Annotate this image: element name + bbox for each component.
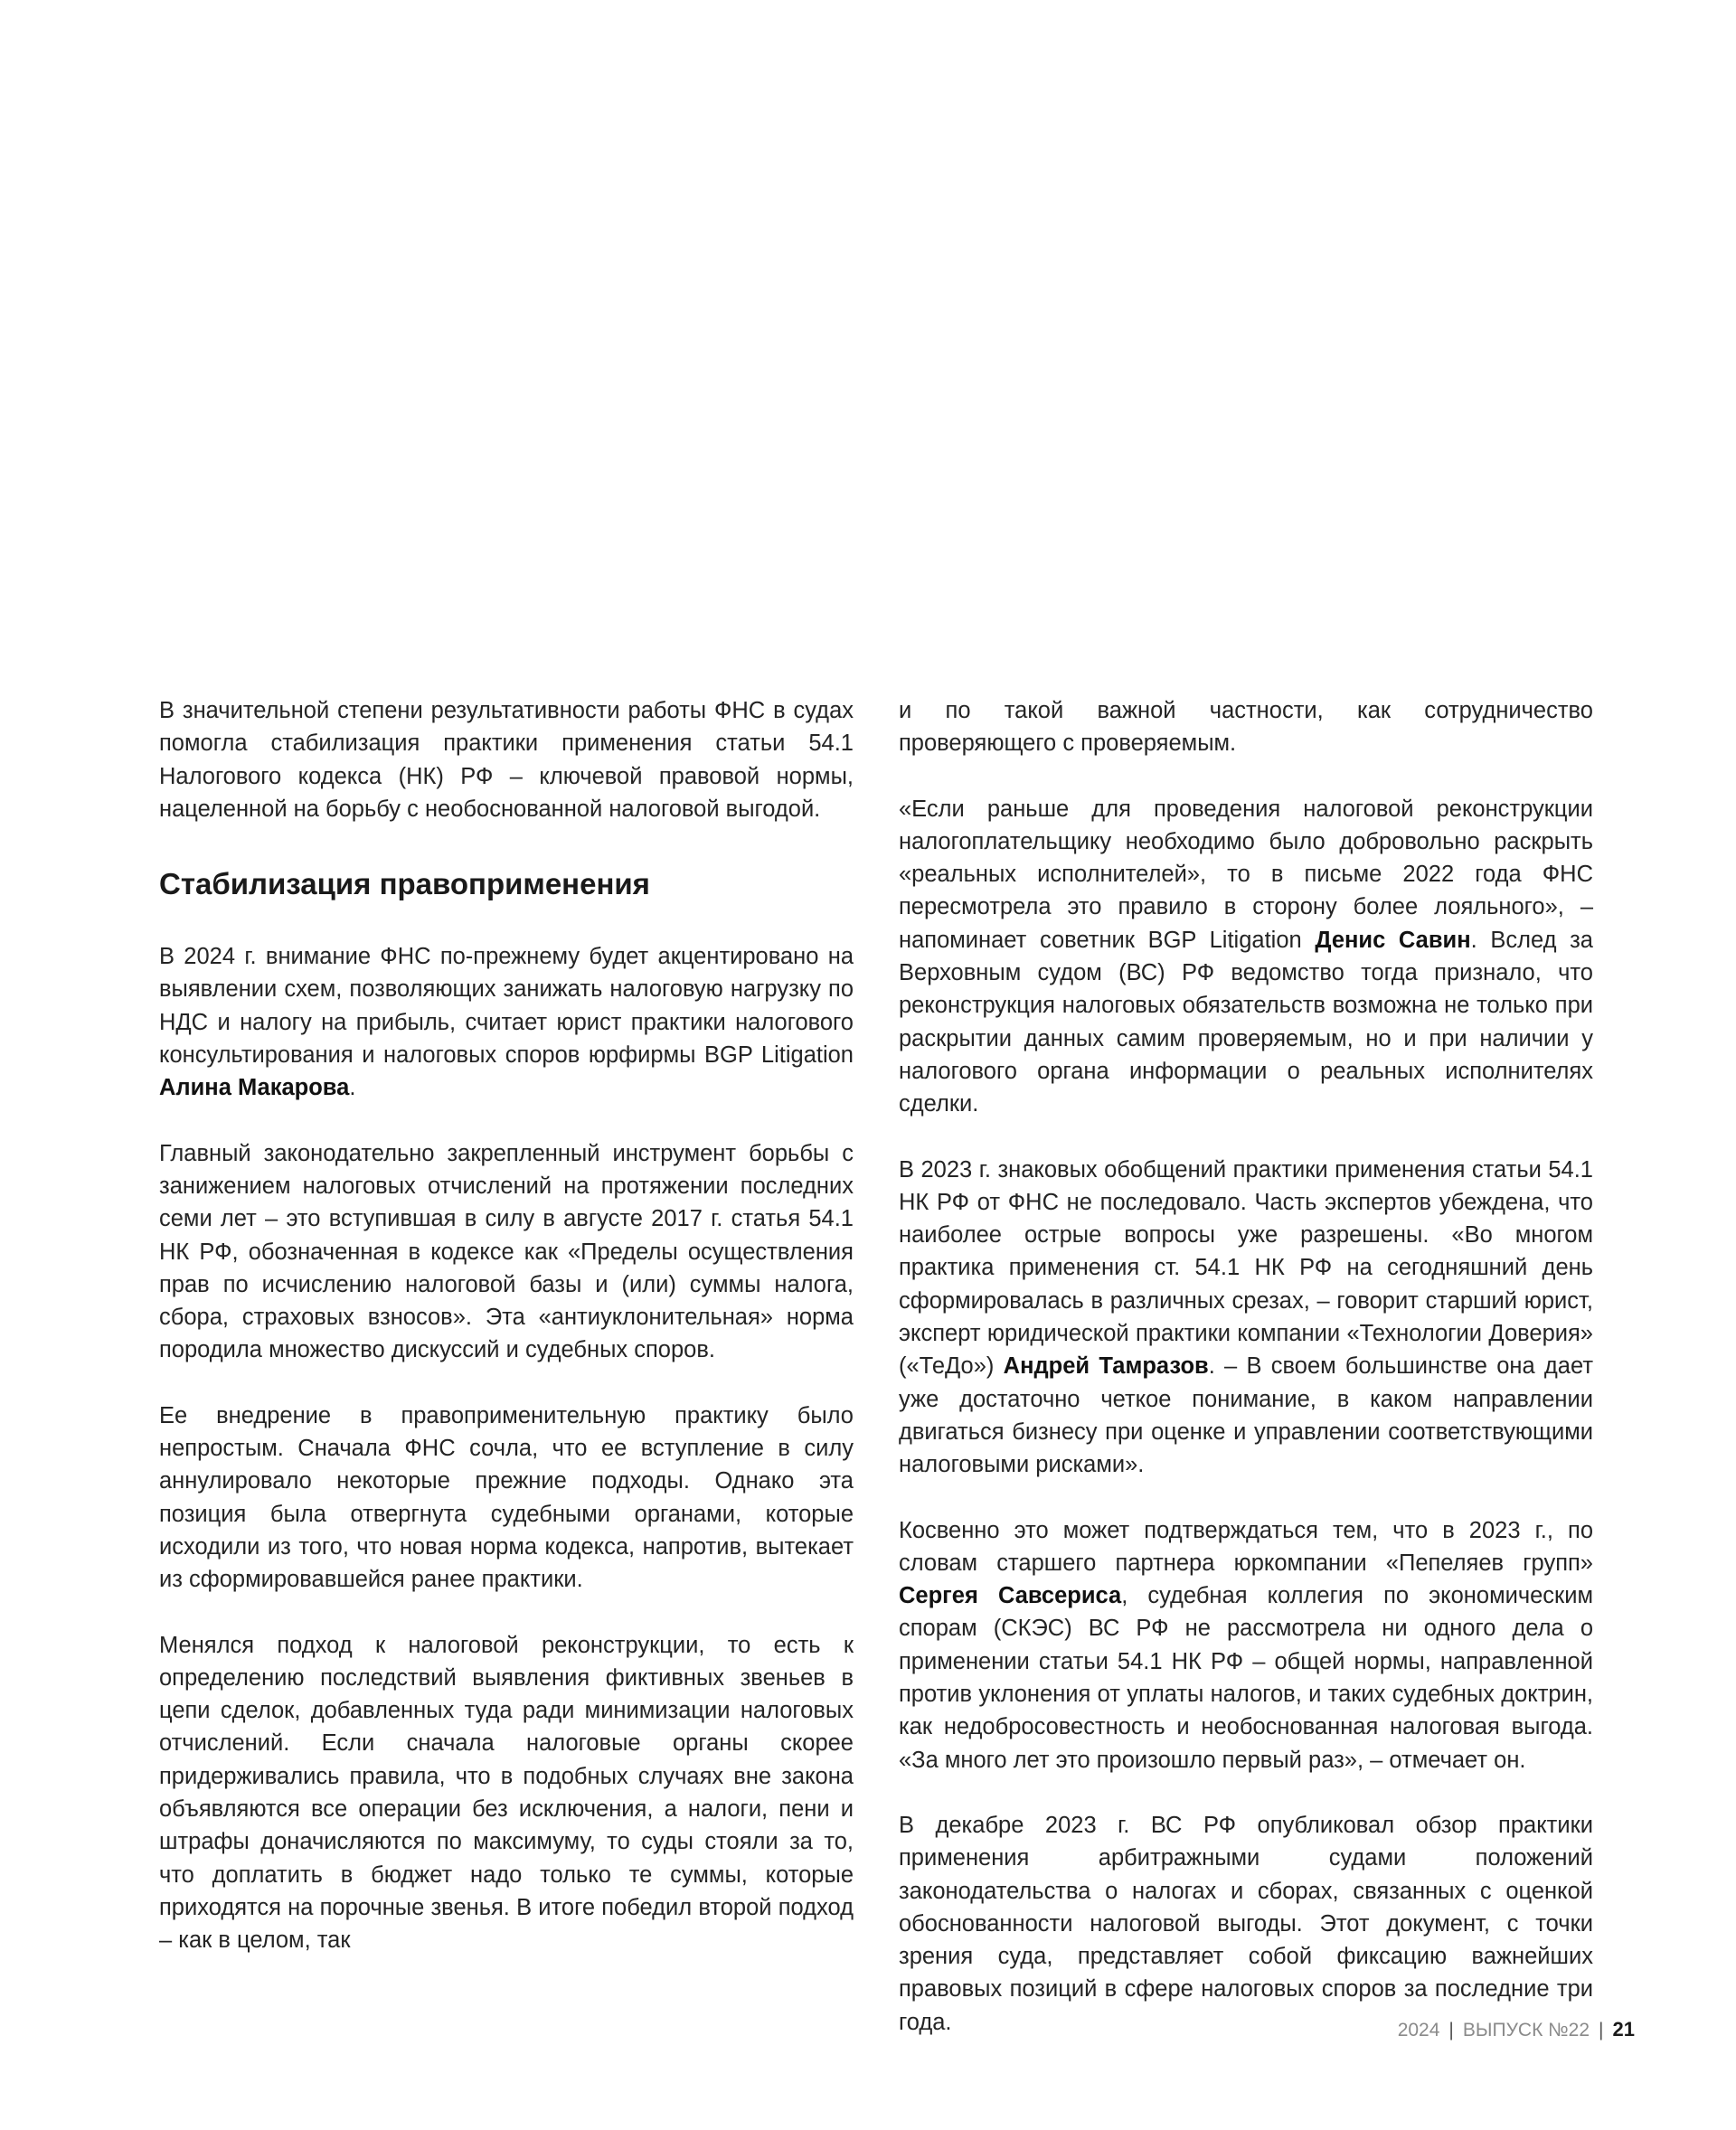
text-segment: . – В своем большинстве она дает уже достаточно четкое понимание, в каком направлении двигаться бизнесу при оценке и управлении соответствующими налоговыми рисками».	[899, 1353, 1593, 1478]
paragraph-implementation: Ее внедрение в правоприменительную практику было непростым. Сначала ФНС сочла, что ее вступление в силу аннулировало некоторые прежние подходы. Однако эта позиция была отвергнута судебными органами, которые исходили из того, что новая норма кодекса, напротив, вытекает из сформировавшейся ранее практики.	[159, 1402, 854, 1593]
paragraph-article-54-1: Главный законодательно закрепленный инструмент борьбы с занижением налоговых отчислений на протяжении последних семи лет – это вступившая в силу в августе 2017 г. статья 54.1 НК РФ, обозначенная в кодексе как «Пределы осуществления прав по исчислению налоговой базы и (или) суммы налога, сбора, страховых взносов». Эта «антиуклонительная» норма породила множество дискуссий и судебных споров.	[159, 1140, 854, 1363]
paragraph-makarova	[159, 940, 854, 1104]
expert-name-tamrazov: Андрей Тамразов	[1003, 1353, 1209, 1380]
article-column-right	[899, 694, 1593, 2039]
article-column-left	[159, 694, 854, 1957]
text-segment: «Если раньше для проведения налоговой реконструкции налогоплательщику необходимо было добровольно раскрыть «реальных исполнителей», то в письме 2022 года ФНС пересмотрела это правило в сторону более лояльного», – напоминает советник BGP Litigation	[899, 796, 1593, 953]
paragraph-savin	[899, 793, 1593, 1121]
footer-separator: |	[1448, 2020, 1454, 2040]
paragraph-tamrazov	[899, 1154, 1593, 1482]
expert-name-savin: Денис Савин	[1315, 927, 1471, 953]
text-segment: Косвенно это может подтверждаться тем, что в 2023 г., по словам старшего партнера юркомпании «Пепеляев групп»	[899, 1517, 1593, 1576]
text-segment: . Вслед за Верховным судом (ВС) РФ ведомство тогда признало, что реконструкция налоговых обязательств возможна не только при раскрытии данных самим проверяемым, но и при наличии у налогового органа информации о реальных исполнителях сделки.	[899, 927, 1593, 1117]
expert-name-makarova: Алина Макарова	[159, 1075, 350, 1101]
text-segment: В 2024 г. внимание ФНС по-прежнему будет акцентировано на выявлении схем, позволяющих занижать налоговую нагрузку по НДС и налогу на прибыль, считает юрист практики налогового консультирования и налоговых споров юрфирмы BGP Litigation	[159, 944, 854, 1069]
text-segment: , судебная коллегия по экономическим спорам (СКЭС) ВС РФ не рассмотрела ни одного дела о применении статьи 54.1 НК РФ – общей нормы, направленной против уклонения от уплаты налогов, и таких судебных доктрин, как недобросовестность и необоснованная налоговая выгода. «За много лет это произошло первый раз», – отмечает он.	[899, 1583, 1593, 1773]
section-heading: Стабилизация правоприменения	[159, 867, 650, 901]
page-number: 21	[1612, 2018, 1635, 2040]
expert-name-savseris: Сергея Савсериса	[899, 1583, 1122, 1609]
paragraph-reconstruction: Менялся подход к налоговой реконструкции, то есть к определению последствий выявления фиктивных звеньев в цепи сделок, добавленных туда ради минимизации налоговых отчислений. Если сначала налоговые органы скорее придерживались правила, что в подобных случаях вне закона объявляются все операции без исключения, а налоги, пени и штрафы доначисляются по максимуму, то суды стояли за то, что доплатить в бюджет надо только те суммы, которые приходятся на порочные звенья. В итоге победил второй подход – как в целом, так	[159, 1632, 854, 1954]
paragraph-supreme-court-review: В декабре 2023 г. ВС РФ опубликовал обзор практики применения арбитражными судами положений законодательства о налогах и сборах, связанных с оценкой обоснованности налоговой выгоды. Этот документ, с точки зрения суда, представляет собой фиксацию важнейших правовых позиций в сфере налоговых споров за последние три года.	[899, 1812, 1593, 2035]
footer-issue: ВЫПУСК №22	[1462, 2020, 1590, 2040]
paragraph-intro: В значительной степени результативности работы ФНС в судах помогла стабилизация практики применения статьи 54.1 Налогового кодекса (НК) РФ – ключевой правовой нормы, нацеленной на борьбу с необоснованной налоговой выгодой.	[159, 698, 854, 822]
footer-year: 2024	[1397, 2020, 1440, 2040]
paragraph-continuation: и по такой важной частности, как сотрудничество проверяющего с проверяемым.	[899, 698, 1593, 757]
text-segment: В 2023 г. знаковых обобщений практики применения статьи 54.1 НК РФ от ФНС не последовало. Часть экспертов убеждена, что наиболее острые вопросы уже разрешены. «Во многом практика применения ст. 54.1 НК РФ на сегодняшний день сформировалась в различных срезах, – говорит старший юрист, эксперт юридической практики компании «Технологии Доверия» («ТеДо»)	[899, 1156, 1593, 1380]
paragraph-savseris	[899, 1514, 1593, 1777]
text-segment: .	[349, 1075, 356, 1101]
page-footer	[1398, 2018, 1635, 2041]
footer-separator: |	[1599, 2020, 1604, 2040]
